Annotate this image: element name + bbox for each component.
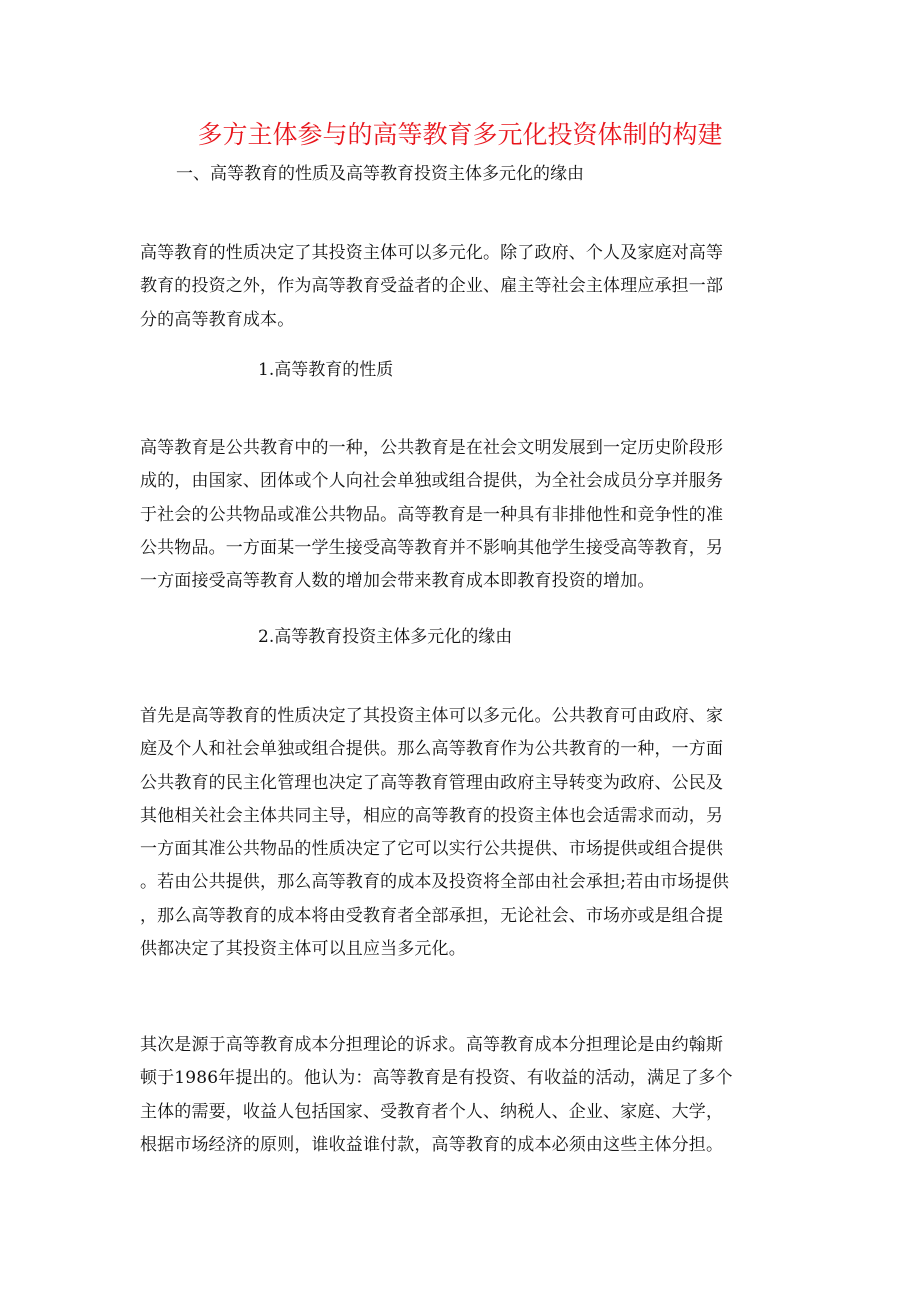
paragraph-line: 分的高等教育成本。 (140, 309, 295, 330)
paragraph-line: 公共物品。一方面某一学生接受高等教育并不影响其他学生接受高等教育，另 (140, 537, 724, 558)
paragraph-line: 一方面其准公共物品的性质决定了它可以实行公共提供、市场提供或组合提供 (140, 839, 724, 860)
paragraph-line: 成的，由国家、团体或个人向社会单独或组合提供，为全社会成员分享并服务 (140, 471, 724, 492)
subheading-reasons: 2.高等教育投资主体多元化的缘由 (258, 627, 513, 647)
nature-paragraph (140, 432, 780, 598)
paragraph-line: 主体的需要，收益人包括国家、受教育者个人、纳税人、企业、家庭、大学， (140, 1101, 724, 1122)
paragraph-line: 其次是源于高等教育成本分担理论的诉求。高等教育成本分担理论是由约翰斯 (140, 1035, 724, 1055)
paragraph-line: 根据市场经济的原则，谁收益谁付款，高等教育的成本必须由这些主体分担。 (140, 1134, 724, 1155)
subheading-nature: 1.高等教育的性质 (258, 360, 394, 380)
reasons-paragraph (140, 700, 780, 966)
paragraph-line: 供都决定了其投资主体可以且应当多元化。 (140, 939, 466, 960)
paragraph-line: 顿于1986年提出的。他认为：高等教育是有投资、有收益的活动，满足了多个 (140, 1068, 733, 1089)
cost-sharing-paragraph (140, 1029, 780, 1162)
paragraph-line: 。若由公共提供，那么高等教育的成本及投资将全部由社会承担;若由市场提供 (140, 872, 729, 893)
intro-paragraph (140, 237, 780, 337)
paragraph-line: 首先是高等教育的性质决定了其投资主体可以多元化。公共教育可由政府、家 (140, 706, 724, 726)
paragraph-line: 一方面接受高等教育人数的增加会带来教育成本即教育投资的增加。 (140, 571, 655, 592)
paragraph-line: 公共教育的民主化管理也决定了高等教育管理由政府主导转变为政府、公民及 (140, 772, 724, 793)
paragraph-line: 教育的投资之外，作为高等教育受益者的企业、雇主等社会主体理应承担一部 (140, 276, 724, 297)
section-heading: 一、高等教育的性质及高等教育投资主体多元化的缘由 (176, 164, 584, 184)
paragraph-line: 其他相关社会主体共同主导，相应的高等教育的投资主体也会适需求而动，另 (140, 805, 724, 826)
paragraph-line: ，那么高等教育的成本将由受教育者全部承担，无论社会、市场亦或是组合提 (140, 905, 724, 926)
paragraph-line: 庭及个人和社会单独或组合提供。那么高等教育作为公共教育的一种，一方面 (140, 739, 724, 760)
paragraph-line: 高等教育的性质决定了其投资主体可以多元化。除了政府、个人及家庭对高等 (140, 243, 724, 263)
document-title: 多方主体参与的高等教育多元化投资体制的构建 (197, 120, 723, 149)
paragraph-line: 高等教育是公共教育中的一种，公共教育是在社会文明发展到一定历史阶段形 (140, 438, 724, 458)
paragraph-line: 于社会的公共物品或准公共物品。高等教育是一种具有非排他性和竞争性的准 (140, 504, 724, 525)
